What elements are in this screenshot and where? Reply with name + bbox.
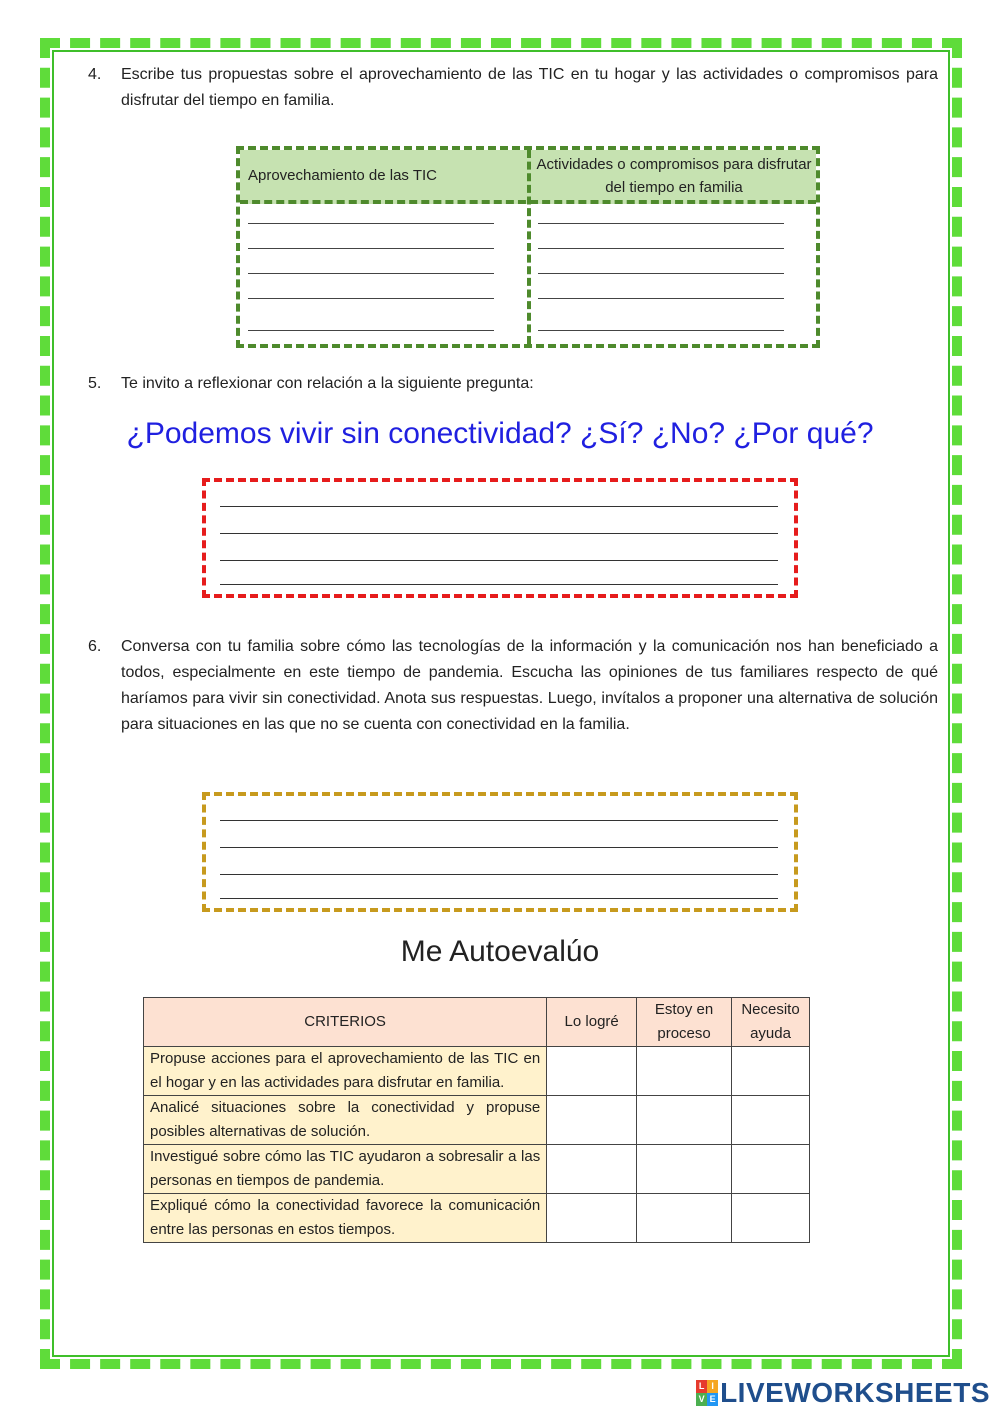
table-row: [144, 1096, 810, 1145]
criteria-header: CRITERIOS: [144, 998, 547, 1047]
self-evaluation-title: Me Autoevalúo: [400, 935, 600, 968]
achieved-cell[interactable]: [547, 1047, 637, 1096]
answer-line[interactable]: [220, 820, 778, 821]
in-progress-cell[interactable]: [637, 1145, 732, 1194]
table-row: [144, 1047, 810, 1096]
in-progress-header: Estoy en proceso: [637, 998, 732, 1047]
answer-line[interactable]: [220, 874, 778, 875]
need-help-header: Necesito ayuda: [732, 998, 810, 1047]
instruction-text: Te invito a reflexionar con relación a la siguiente pregunta:: [121, 375, 534, 392]
answer-line[interactable]: [248, 248, 494, 249]
table-row: [144, 1145, 810, 1194]
answer-line[interactable]: [220, 898, 778, 899]
instruction-text: Conversa con tu familia sobre cómo las tecnologías de la información y la comunicación nos han beneficiado a todos, especialmente en este tiempo de pandemia. Escucha las opiniones de tus familiares respecto de qué haríamos para vivir sin conectividad. Anota sus respuestas. Luego, invítalos a proponer una alternativa de solución para situaciones en las que no se cuenta con conectividad en la familia.: [121, 638, 938, 733]
answer-line[interactable]: [538, 330, 784, 331]
answer-line[interactable]: [538, 248, 784, 249]
answer-line[interactable]: [538, 298, 784, 299]
table-header-row: [144, 998, 810, 1047]
instruction-number: 6.: [88, 638, 102, 655]
logo-text: LIVEWORKSHEETS: [720, 1377, 990, 1408]
answer-line[interactable]: [538, 273, 784, 274]
tic-column-header: Aprovechamiento de las TIC: [248, 166, 437, 184]
reflection-answer-box[interactable]: [202, 478, 798, 598]
answer-line[interactable]: [220, 506, 778, 507]
criterion-text: Analicé situaciones sobre la conectividad y propuse posibles alternativas de solución.: [144, 1096, 547, 1145]
tic-table: [236, 146, 820, 348]
instruction-4: [88, 62, 938, 114]
answer-line[interactable]: [248, 223, 494, 224]
instruction-5: [88, 371, 938, 397]
need-help-cell[interactable]: [732, 1047, 810, 1096]
instruction-number: 5.: [88, 375, 102, 392]
answer-line[interactable]: [220, 560, 778, 561]
answer-line[interactable]: [220, 533, 778, 534]
column-divider: [527, 150, 531, 344]
logo-badge-icon: L I V E: [696, 1380, 718, 1406]
achieved-header: Lo logré: [547, 998, 637, 1047]
achieved-cell[interactable]: [547, 1194, 637, 1243]
answer-line[interactable]: [220, 584, 778, 585]
table-row: [144, 1194, 810, 1243]
answer-line[interactable]: [248, 330, 494, 331]
instruction-number: 4.: [88, 66, 102, 83]
achieved-cell[interactable]: [547, 1096, 637, 1145]
answer-line[interactable]: [248, 273, 494, 274]
instruction-6: [88, 634, 938, 738]
criterion-text: Expliqué cómo la conectividad favorece la comunicación entre las personas en estos tiempos.: [144, 1194, 547, 1243]
in-progress-cell[interactable]: [637, 1047, 732, 1096]
answer-line[interactable]: [538, 223, 784, 224]
activities-column-header: Actividades o compromisos para disfrutar del tiempo en familia: [536, 156, 812, 196]
reflection-question: ¿Podemos vivir sin conectividad? ¿Sí? ¿No? ¿Por qué?: [126, 417, 874, 450]
in-progress-cell[interactable]: [637, 1194, 732, 1243]
in-progress-cell[interactable]: [637, 1096, 732, 1145]
achieved-cell[interactable]: [547, 1145, 637, 1194]
instruction-text: Escribe tus propuestas sobre el aprovechamiento de las TIC en tu hogar y las actividades o compromisos para disfrutar del tiempo en familia.: [121, 66, 938, 109]
criterion-text: Investigué sobre cómo las TIC ayudaron a sobresalir a las personas en tiempos de pandemia.: [144, 1145, 547, 1194]
criterion-text: Propuse acciones para el aprovechamiento de las TIC en el hogar y en las actividades para disfrutar en familia.: [144, 1047, 547, 1096]
answer-line[interactable]: [248, 298, 494, 299]
self-evaluation-table: [143, 997, 810, 1243]
need-help-cell[interactable]: [732, 1145, 810, 1194]
need-help-cell[interactable]: [732, 1096, 810, 1145]
family-answer-box[interactable]: [202, 792, 798, 912]
answer-line[interactable]: [220, 847, 778, 848]
need-help-cell[interactable]: [732, 1194, 810, 1243]
liveworksheets-logo: [696, 1375, 990, 1411]
